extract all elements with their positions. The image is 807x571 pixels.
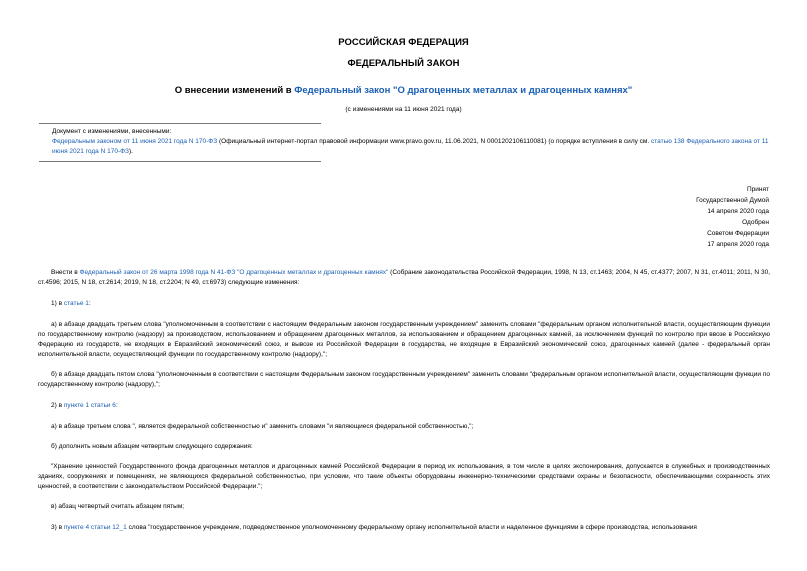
item-2b: б) дополнить новым абзацем четвертым следующего содержания: bbox=[51, 443, 253, 450]
item-1b: б) в абзаце двадцать пятом слова "уполномоченным в соответствии с настоящим Федеральным законом государственным учреждением" заменить словами "федеральным органом исполнительной власти, осуществляющим функции по государственному контролю (надзору),"; bbox=[38, 371, 770, 388]
changes-text: Федеральным законом от 11 июня 2021 года N 170-ФЗ (Официальный интернет-портал правовой информации www.pravo.gov.ru, 11.06.2021, N 0001202106110081) (о порядке вступления в силу см. статью 138 Федерального закона от 11 июня 2021 года N 170-ФЗ). bbox=[52, 138, 769, 155]
article-1-link[interactable]: статье 1 bbox=[63, 300, 89, 307]
changes-heading: Документ с изменениями, внесенными: bbox=[52, 128, 172, 135]
adoption-block bbox=[619, 184, 769, 250]
item-1: 1) в статье 1: bbox=[51, 300, 91, 307]
article-12-1-link[interactable]: пункте 4 статьи 12_1 bbox=[63, 524, 127, 531]
amending-law-link[interactable]: Федеральным законом от 11 июня 2021 года N 170-ФЗ bbox=[52, 138, 218, 145]
adopted-date: 14 апреля 2020 года bbox=[707, 208, 769, 215]
title-prefix: О внесении изменений в bbox=[174, 85, 295, 96]
approved-date: 17 апреля 2020 года bbox=[707, 241, 769, 248]
title-law-link[interactable]: Федеральный закон "О драгоценных металлах и драгоценных камнях" bbox=[294, 85, 633, 96]
item-2c: в) абзац четвертый считать абзацем пятым; bbox=[51, 503, 185, 510]
adopted-by: Государственной Думой bbox=[696, 197, 769, 204]
divider-top bbox=[39, 123, 321, 124]
adopted-label: Принят bbox=[746, 186, 769, 193]
item-2a: а) в абзаце третьем слова ", является федеральной собственностью и" заменить словами "и являющиеся федеральной собственностью,"; bbox=[51, 423, 474, 430]
doc-type-heading: ФЕДЕРАЛЬНЫЙ ЗАКОН bbox=[347, 58, 460, 69]
item-2b-quote: "Хранение ценностей Государственного фонда драгоценных металлов и драгоценных камней Российской Федерации в период их использования, в том числе в целях экспонирования, допускается в служебных и производственных зданиях, сооружениях и помещениях, не являющихся федеральной собственностью, при условии, что такие объекты оборудованы инженерно-техническими средствами охраны и безопасности, обеспечивающими сохранность этих ценностей, в соответствии с законодательством Российской Федерации."; bbox=[38, 463, 770, 490]
item-1a: а) в абзаце двадцать третьем слова "уполномоченным в соответствии с настоящим Федеральным законом государственным учреждением" заменить словами "федеральным органом исполнительной власти, осуществляющим функции по государственному контролю (надзору) за производством, использованием и обращением драгоценных металлов, за использованием и обращением драгоценных камней, за исключением функций по контролю при ввозе в Российскую Федерацию из государств, не входящих в Евразийский экономический союз, и вывозе из Российской Федерации в государства, не входящие в Евразийский экономический союз, драгоценных камней (далее - федеральный орган исполнительной власти, осуществляющий функции по государственному контролю (надзору),"; bbox=[38, 321, 770, 358]
article-6-link[interactable]: пункте 1 статьи 6 bbox=[63, 402, 116, 409]
item-3: 3) в пункте 4 статьи 12_1 слова "государственное учреждение, подведомственное уполномоченному федеральному органу исполнительной власти и наделенное функциями в сфере производства, использования bbox=[51, 524, 697, 531]
edition-note: (с изменениями на 11 июня 2021 года) bbox=[345, 106, 462, 113]
intro-paragraph: Внести в Федеральный закон от 26 марта 1998 года N 41-ФЗ "О драгоценных металлах и драгоценных камнях" (Собрание законодательства Российской Федерации, 1998, N 13, ст.1463; 2004, N 45, ст.4377; 2007, N 31, ст.4011; 2011, N 30, ст.4596; 2015, N 18, ст.2614; 2019, N 18, ст.2204; N 49, ст.6973) следующие изменения: bbox=[38, 269, 770, 286]
law-41fz-link[interactable]: Федеральный закон от 26 марта 1998 года N 41-ФЗ "О драгоценных металлах и драгоценных камнях" bbox=[79, 269, 389, 276]
article-138-link[interactable]: статью 138 Федерального закона от 11 июня 2021 года N 170-ФЗ bbox=[52, 138, 769, 155]
approved-label: Одобрен bbox=[742, 219, 769, 226]
changes-box bbox=[52, 127, 774, 157]
country-heading: РОССИЙСКАЯ ФЕДЕРАЦИЯ bbox=[338, 37, 469, 48]
approved-by: Советом Федерации bbox=[707, 230, 769, 237]
divider-bottom bbox=[39, 161, 321, 162]
document-title bbox=[0, 85, 807, 96]
item-2: 2) в пункте 1 статьи 6: bbox=[51, 402, 118, 409]
